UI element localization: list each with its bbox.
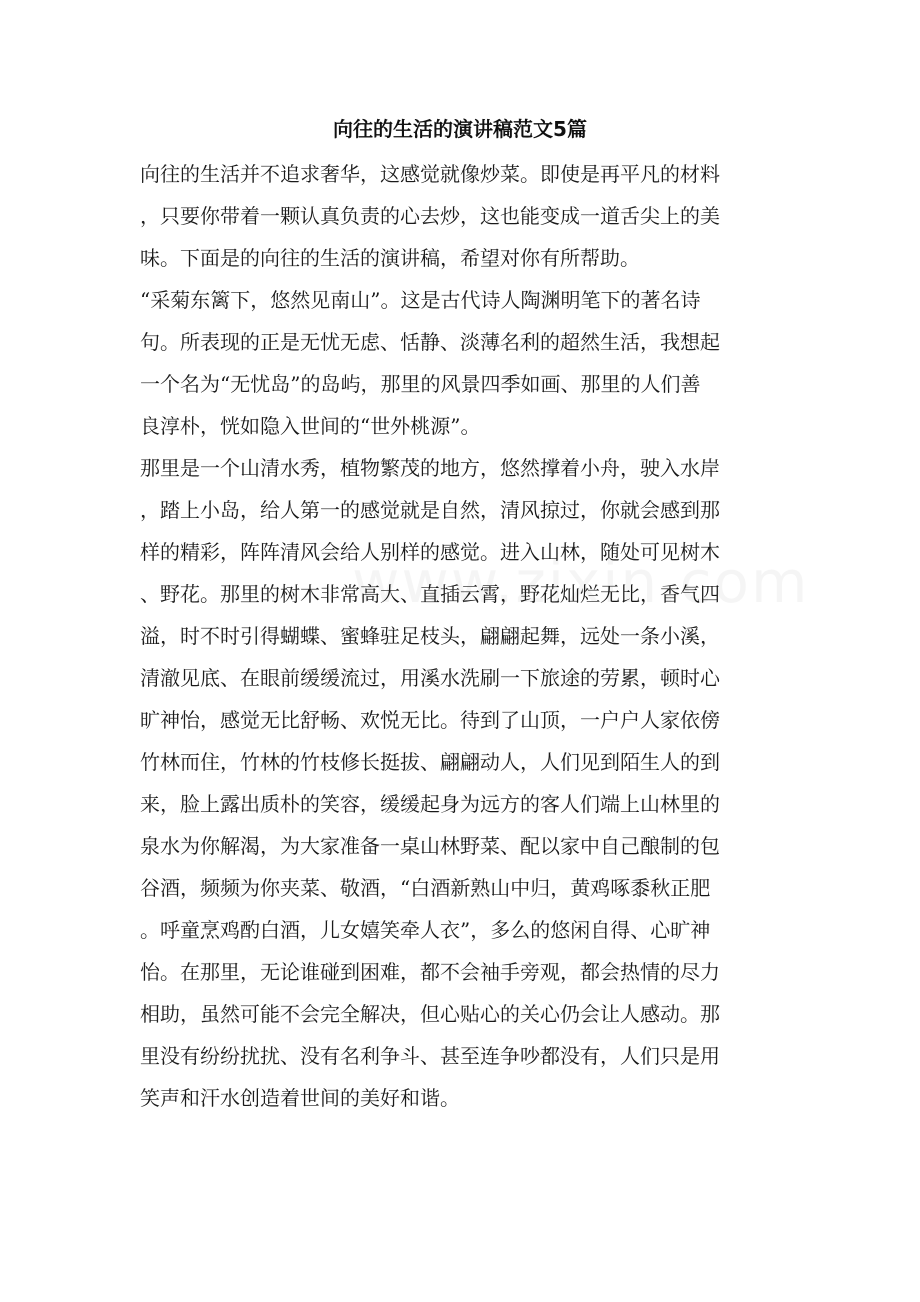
text-line: 、野花。那里的树木非常高大、直插云霄，野花灿烂无比，香气四 [140,582,720,606]
paragraph [140,279,776,447]
text-line: 那里是一个山清水秀，植物繁茂的地方，悠然撑着小舟，驶入水岸 [140,456,720,480]
text-line: 相助，虽然可能不会完全解决，但心贴心的关心仍会让人感动。那 [140,1002,720,1026]
text-line: 句。所表现的正是无忧无虑、恬静、淡薄名利的超然生活，我想起 [140,330,720,354]
text-line: 来，脸上露出质朴的笑容，缓缓起身为远方的客人们端上山林里的 [140,792,720,816]
text-line: ，只要你带着一颗认真负责的心去炒，这也能变成一道舌尖上的美 [140,204,720,228]
text-line: 里没有纷纷扰扰、没有名利争斗、甚至连争吵都没有，人们只是用 [140,1044,720,1068]
text-line: “采菊东篱下，悠然见南山”。这是古代诗人陶渊明笔下的著名诗 [140,288,701,312]
document-body [140,153,776,1119]
text-line: 溢，时不时引得蝴蝶、蜜蜂驻足枝头，翩翩起舞，远处一条小溪， [140,624,720,648]
text-line: 谷酒，频频为你夹菜、敬酒，“白酒新熟山中归，黄鸡啄黍秋正肥 [140,876,711,900]
text-line: 竹林而住，竹林的竹枝修长挺拔、翩翩动人，人们见到陌生人的到 [140,750,720,774]
document-title: 向往的生活的演讲稿范文5篇 [333,117,587,141]
text-line: ，踏上小岛，给人第一的感觉就是自然，清风掠过，你就会感到那 [140,498,720,522]
text-line: 笑声和汗水创造着世间的美好和谐。 [140,1086,460,1110]
text-line: 样的精彩，阵阵清风会给人别样的感觉。进入山林，随处可见树木 [140,540,720,564]
text-line: 良淳朴，恍如隐入世间的“世外桃源”。 [140,414,481,438]
text-line: 一个名为“无忧岛”的岛屿，那里的风景四季如画、那里的人们善 [140,372,701,396]
text-line: 味。下面是的向往的生活的演讲稿，希望对你有所帮助。 [140,246,640,270]
text-line: 。呼童烹鸡酌白酒，儿女嬉笑牵人衣”，多么的悠闲自得、心旷神 [140,918,711,942]
paragraph [140,447,776,1119]
text-line: 清澈见底、在眼前缓缓流过，用溪水洗刷一下旅途的劳累，顿时心 [140,666,720,690]
text-line: 泉水为你解渴，为大家准备一桌山林野菜、配以家中自己酿制的包 [140,834,720,858]
text-line: 怡。在那里，无论谁碰到困难，都不会袖手旁观，都会热情的尽力 [140,960,720,984]
paragraph [140,153,776,279]
text-line: 向往的生活并不追求奢华，这感觉就像炒菜。即使是再平凡的材料 [140,162,720,186]
text-line: 旷神怡，感觉无比舒畅、欢悦无比。待到了山顶，一户户人家依傍 [140,708,720,732]
